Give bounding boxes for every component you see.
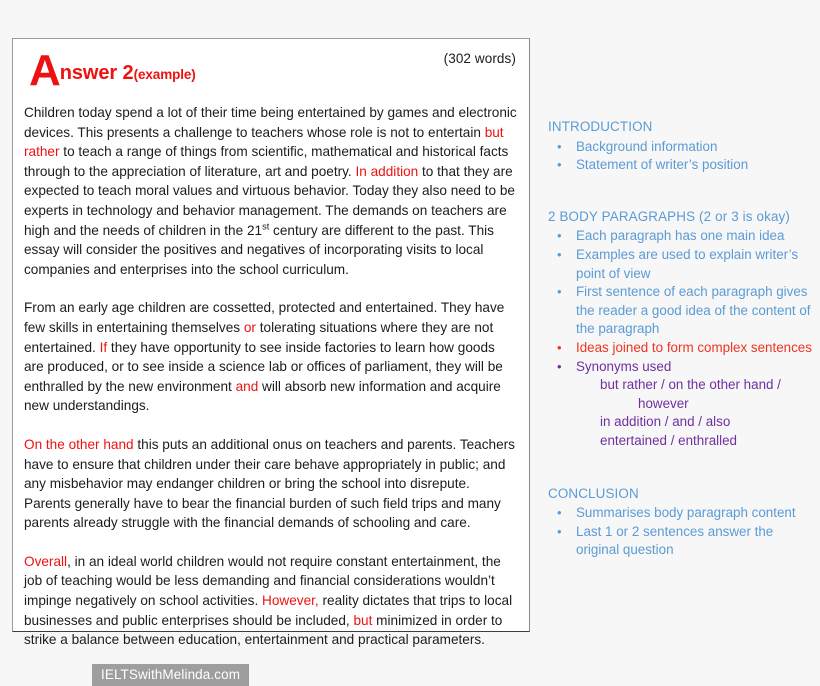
drop-cap: A [29, 46, 60, 95]
notes-list-introduction [548, 138, 816, 175]
notes-section-conclusion [548, 485, 816, 560]
notes-heading-body: 2 BODY PARAGRAPHS (2 or 3 is okay) [548, 208, 790, 224]
linking-phrase: Overall [24, 553, 68, 569]
essay-text-run: Children today spend a lot of their time being entertained by games and electronic devices. This presents a challenge to teachers whose role is not to entertain [24, 105, 517, 140]
essay-text-run: minimized in order to strike a balance between education, entertainment and practical parameters. [24, 612, 503, 648]
essay-text-run: , in an ideal world children would not require constant entertainment, the job of teaching would be less demanding and financial considerations wouldn’t impinge negatively on school activities. [24, 553, 501, 609]
notes-heading-introduction: INTRODUCTION [548, 119, 653, 134]
bullet-icon: • [557, 339, 562, 355]
essay-header [24, 46, 518, 101]
note-item-introduction-1 [548, 156, 816, 175]
bullet-icon: • [557, 157, 562, 173]
ordinal-suffix: st [262, 221, 270, 232]
note-item-label: Statement of writer’s position [576, 157, 749, 173]
essay-text-run: reality dictates that trips to local businesses and public enterprises should be included, [24, 593, 513, 628]
essay-text-run: century are different to the past. This essay will consider the positives and negatives of incorporating visits to local companies and enterprises into the school curriculum. [24, 222, 494, 277]
bullet-icon: • [557, 228, 562, 244]
bullet-icon: • [557, 246, 562, 262]
essay-text-run: From an early age children are cossetted, protected and entertained. They have few skills in entertaining themselves [24, 300, 505, 335]
notes-section-body [548, 208, 816, 451]
linking-phrase: If [99, 339, 108, 355]
notes-synonym-examples [548, 376, 816, 450]
note-item-label: Ideas joined to form complex sentences [576, 339, 812, 355]
bullet-icon: • [557, 523, 562, 539]
notes-list-body [548, 227, 816, 376]
essay-text-run: will absorb new information and acquire new understandings. [24, 378, 501, 414]
note-item-body-3 [548, 339, 816, 358]
note-item-label: Last 1 or 2 sentences answer the original question [576, 523, 774, 558]
essay-text-run: to teach a range of things from scientific, mathematical and historical facts through to the appreciation of literature, art and poetry. [24, 144, 509, 179]
structure-notes-panel [548, 118, 816, 560]
notes-spacer-1 [548, 175, 816, 208]
page-title [29, 46, 196, 95]
note-item-conclusion-1 [548, 523, 816, 560]
essay-paragraph-conclusion [24, 552, 518, 650]
bullet-icon: • [557, 358, 562, 374]
note-item-label: Synonyms used [576, 358, 672, 374]
bullet-icon: • [557, 284, 562, 300]
note-item-label: Background information [576, 138, 718, 154]
synonym-example-1: however [638, 395, 689, 411]
word-count-label: (302 words) [443, 51, 516, 66]
linking-phrase: but [353, 612, 373, 628]
note-item-label: Summarises body paragraph content [576, 505, 796, 521]
linking-phrase: In addition [355, 163, 419, 179]
essay-paragraph-body-paragraph-2 [24, 435, 518, 533]
synonym-example-0: but rather / on the other hand / [600, 377, 781, 393]
note-item-label: Each paragraph has one main idea [576, 228, 785, 244]
answer-title-qualifier: (example) [133, 67, 196, 82]
notes-list-conclusion [548, 504, 816, 560]
essay-text-run: tolerating situations where they are not entertained. [24, 319, 494, 355]
bullet-icon: • [557, 138, 562, 154]
notes-heading-conclusion: CONCLUSION [548, 485, 639, 501]
watermark: IELTSwithMelinda.com [92, 664, 249, 686]
note-item-conclusion-0 [548, 504, 816, 523]
essay-text-run: they have opportunity to see inside factories to learn how goods are produced, or to see inside a science lab or offices of parliament, they will be enthralled by the new environment [24, 339, 503, 394]
note-item-body-1 [548, 246, 816, 283]
note-item-label: First sentence of each paragraph gives the reader a good idea of the content of the paragraph [576, 284, 811, 337]
essay-text-run: this puts an additional onus on teachers and parents. Teachers have to ensure that children under their care behave appropriately in public; and any misbehavior may endanger children or bring the school into disrepute. Parents generally have to bear the financial burden of such field trips and many parents already struggle with the financial demands of schooling and care. [24, 436, 515, 531]
linking-phrase: However, [262, 593, 319, 609]
note-item-body-2 [548, 283, 816, 339]
watermark-row [24, 650, 518, 686]
synonym-example-3: entertained / enthralled [600, 432, 737, 448]
essay-card [12, 38, 530, 682]
note-item-body-4 [548, 358, 816, 377]
note-item-label: Examples are used to explain writer’s point of view [576, 246, 799, 281]
essay-paragraph-introduction [24, 103, 518, 279]
note-item-introduction-0 [548, 138, 816, 157]
bullet-icon: • [557, 505, 562, 521]
notes-spacer-2 [548, 451, 816, 485]
essay-text-run: to that they are expected to teach moral values and virtuous behavior. Today they also need to be experts in technology and behavior management. The demands on teachers are high and the needs of children in the 21 [24, 163, 515, 238]
essay-paragraph-body-paragraph-1 [24, 298, 518, 416]
note-item-body-0 [548, 227, 816, 246]
notes-section-introduction [548, 118, 816, 175]
synonym-example-2: in addition / and / also [600, 414, 731, 430]
linking-phrase: and [235, 378, 259, 394]
linking-phrase: but rather [24, 124, 504, 160]
linking-phrase: or [243, 319, 256, 335]
essay-text [24, 103, 518, 650]
answer-title-text: nswer 2 [59, 62, 134, 84]
linking-phrase: On the other hand [24, 436, 134, 452]
